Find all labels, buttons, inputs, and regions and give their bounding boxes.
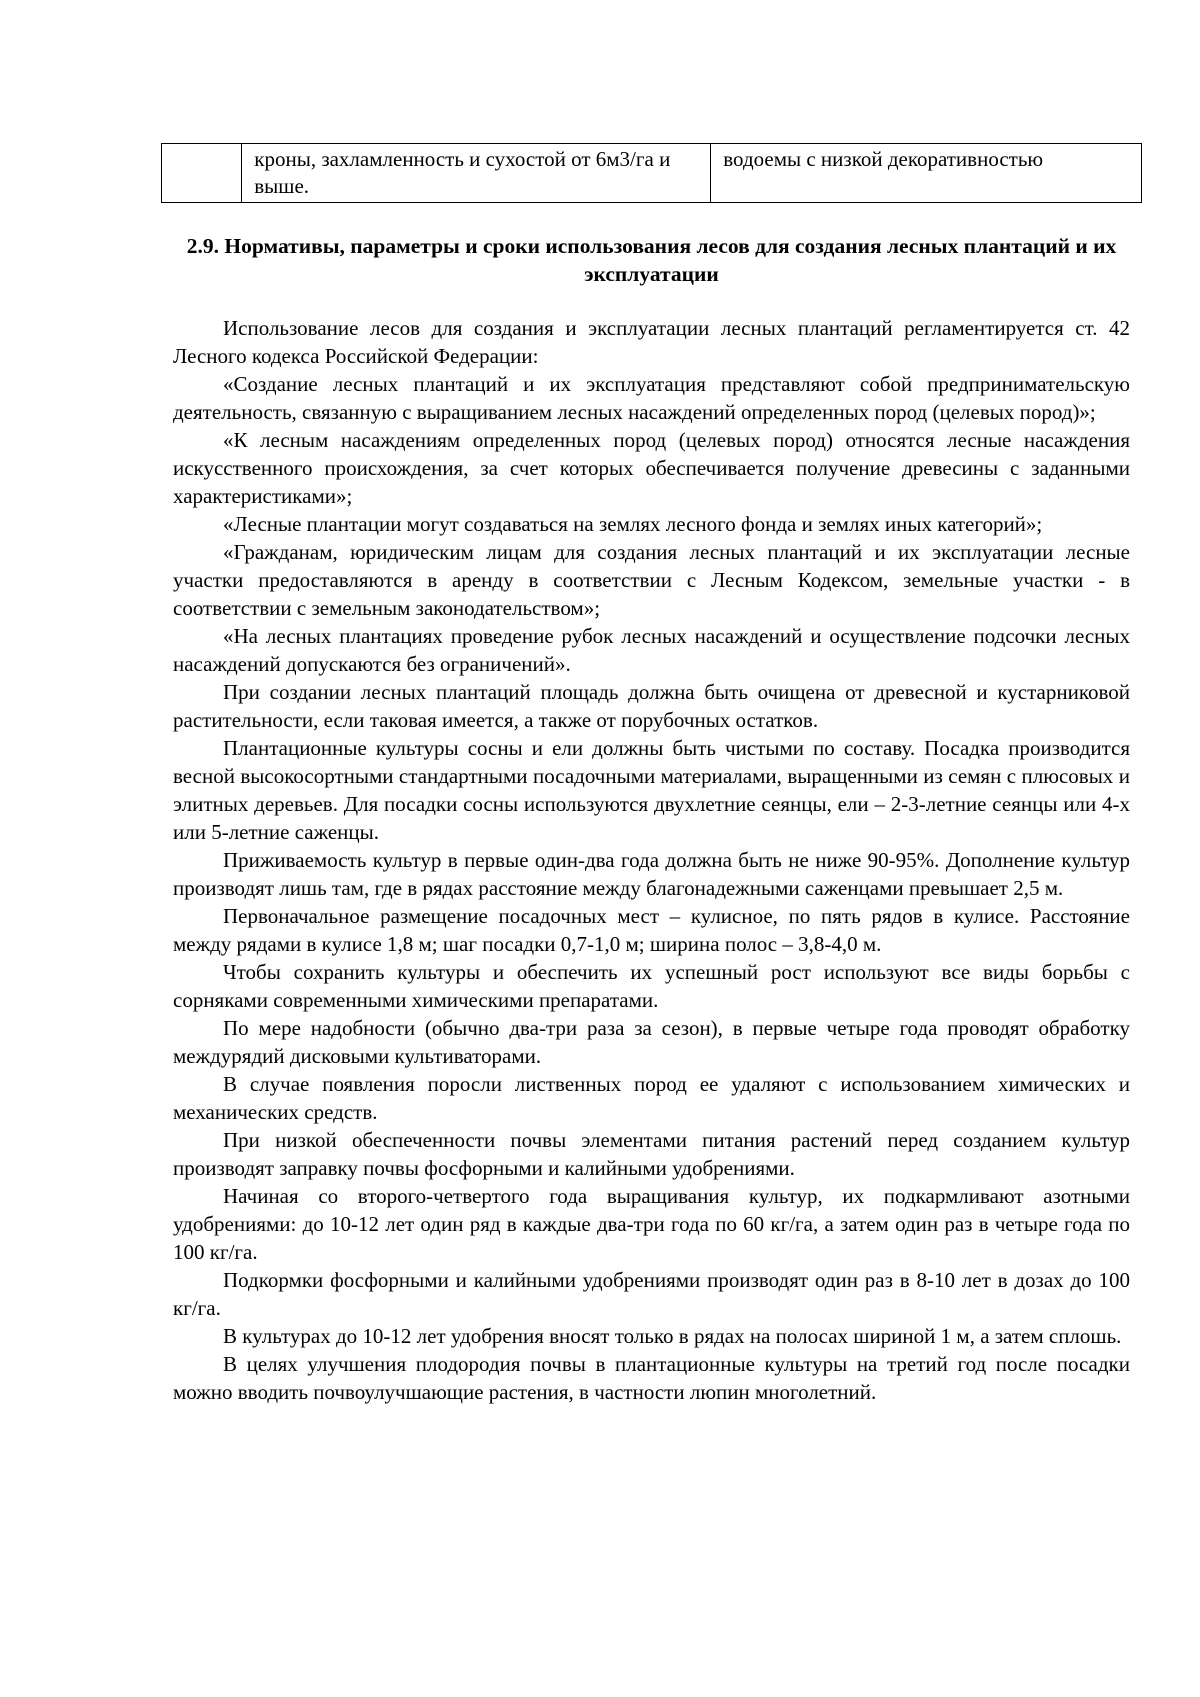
paragraph: В случае появления поросли лиственных пород ее удаляют с использованием химических и механических средств. bbox=[173, 1072, 1130, 1124]
table-cell-description: водоемы с низкой декоративностью bbox=[711, 144, 1142, 203]
paragraph: Плантационные культуры сосны и ели должны быть чистыми по составу. Посадка производится весной высокосортными стандартными посадочными материалами, выращенными из семян с плюсовых и элитных деревьев. Для посадки сосны используются двухлетние сеянцы, ели – 2-3-летние сеянцы или 4-х или 5-летние саженцы. bbox=[173, 736, 1130, 844]
paragraph: Использование лесов для создания и эксплуатации лесных плантаций регламентируется ст. 42 Лесного кодекса Российской Федерации: bbox=[173, 316, 1130, 368]
table-cell-number bbox=[162, 144, 242, 203]
paragraph: «Гражданам, юридическим лицам для создания лесных плантаций и их эксплуатации лесные участки предоставляются в аренду в соответствии с Лесным Кодексом, земельные участки - в соответствии с земельным законодательством»; bbox=[173, 540, 1130, 620]
section-heading: 2.9. Нормативы, параметры и сроки использования лесов для создания лесных плантаций и их эксплуатации bbox=[186, 234, 1117, 286]
paragraph: При низкой обеспеченности почвы элементами питания растений перед созданием культур производят заправку почвы фосфорными и калийными удобрениями. bbox=[173, 1128, 1130, 1180]
paragraph: Приживаемость культур в первые один-два года должна быть не ниже 90-95%. Дополнение культур производят лишь там, где в рядах расстояние между благонадежными саженцами превышает 2,5 м. bbox=[173, 848, 1130, 900]
paragraph: При создании лесных плантаций площадь должна быть очищена от древесной и кустарниковой растительности, если таковая имеется, а также от порубочных остатков. bbox=[173, 680, 1130, 732]
paragraph: Подкормки фосфорными и калийными удобрениями производят один раз в 8-10 лет в дозах до 100 кг/га. bbox=[173, 1268, 1130, 1320]
paragraph: В целях улучшения плодородия почвы в плантационные культуры на третий год после посадки можно вводить почвоулучшающие растения, в частности люпин многолетний. bbox=[173, 1352, 1130, 1404]
paragraph: Первоначальное размещение посадочных мест – кулисное, по пять рядов в кулисе. Расстояние между рядами в кулисе 1,8 м; шаг посадки 0,7-1,0 м; ширина полос – 3,8-4,0 м. bbox=[173, 904, 1130, 956]
paragraph: «Лесные плантации могут создаваться на землях лесного фонда и землях иных категорий»; bbox=[223, 512, 1043, 536]
body-text bbox=[173, 314, 1130, 1406]
table-row bbox=[162, 144, 1142, 203]
paragraph: Начиная со второго-четвертого года выращивания культур, их подкармливают азотными удобрениями: до 10-12 лет один ряд в каждые два-три года по 60 кг/га, а затем один раз в четыре года по 100 кг/га. bbox=[173, 1184, 1130, 1264]
paragraph: «На лесных плантациях проведение рубок лесных насаждений и осуществление подсочки лесных насаждений допускаются без ограничений». bbox=[173, 624, 1130, 676]
paragraph: По мере надобности (обычно два-три раза за сезон), в первые четыре года проводят обработку междурядий дисковыми культиваторами. bbox=[173, 1016, 1130, 1068]
paragraph: В культурах до 10-12 лет удобрения вносят только в рядах на полосах шириной 1 м, а затем сплошь. bbox=[223, 1324, 1122, 1348]
table-cell-condition: кроны, захламленность и сухостой от 6м3/га и выше. bbox=[242, 144, 711, 203]
continuation-table bbox=[161, 143, 1142, 203]
paragraph: «К лесным насаждениям определенных пород (целевых пород) относятся лесные насаждения искусственного происхождения, за счет которых обеспечивается получение древесины с заданными характеристиками»; bbox=[173, 428, 1130, 508]
paragraph: «Создание лесных плантаций и их эксплуатация представляют собой предпринимательскую деятельность, связанную с выращиванием лесных насаждений определенных пород (целевых пород)»; bbox=[173, 372, 1130, 424]
paragraph: Чтобы сохранить культуры и обеспечить их успешный рост используют все виды борьбы с сорняками современными химическими препаратами. bbox=[173, 960, 1130, 1012]
